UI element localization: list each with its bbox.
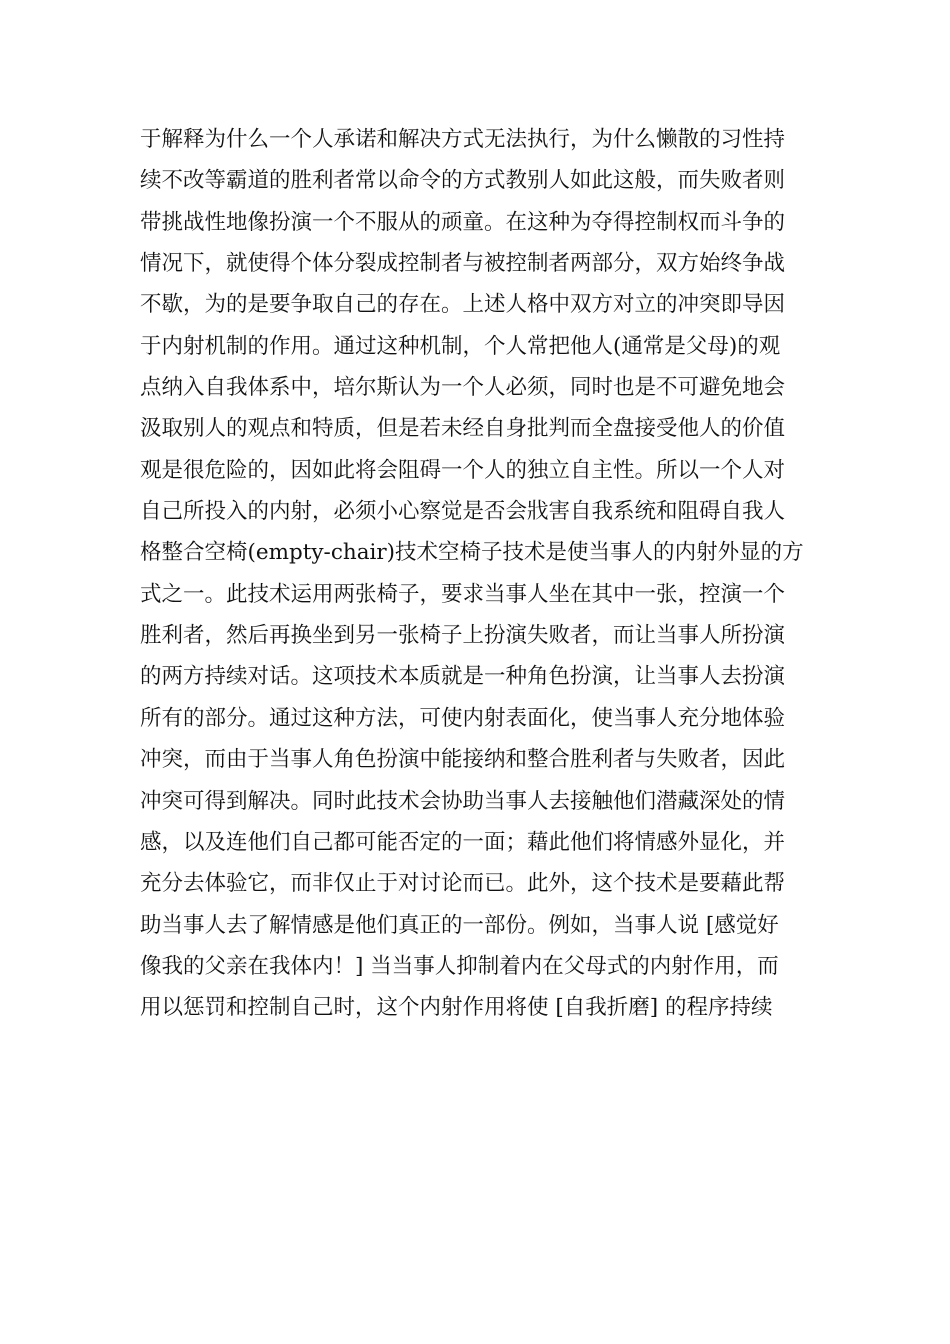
text-line: 助当事人去了解情感是他们真正的一部份。例如，当事人说 [感觉好 [140, 912, 779, 938]
text-line: 用以惩罚和控制自己时，这个内射作用将使 [自我折磨] 的程序持续 [140, 995, 773, 1021]
text-line: 冲突可得到解决。同时此技术会协助当事人去接触他们潜藏深处的情 [140, 788, 786, 814]
text-line: 于解释为什么一个人承诺和解决方式无法执行，为什么懒散的习性持 [140, 127, 786, 152]
text-line: 充分去体验它，而非仅止于对讨论而已。此外，这个技术是要藉此帮 [140, 871, 786, 897]
text-line: 带挑战性地像扮演一个不服从的顽童。在这种为夺得控制权而斗争的 [140, 209, 786, 235]
text-line: 式之一。此技术运用两张椅子，要求当事人坐在其中一张，控演一个 [140, 581, 786, 607]
text-line: 的两方持续对话。这项技术本质就是一种角色扮演，让当事人去扮演 [140, 664, 786, 690]
text-line: 格整合空椅(empty-chair)技术空椅子技术是使当事人的内射外显的方 [140, 540, 804, 566]
text-line: 续不改等霸道的胜利者常以命令的方式教别人如此这般，而失败者则 [140, 168, 786, 194]
text-line: 所有的部分。通过这种方法，可使内射表面化，使当事人充分地体验 [140, 705, 786, 731]
body-text [140, 119, 820, 1029]
text-line: 汲取别人的观点和特质，但是若未经自身批判而全盘接受他人的价值 [140, 416, 786, 442]
text-line: 胜利者，然后再换坐到另一张椅子上扮演失败者，而让当事人所扮演 [140, 623, 786, 649]
text-line: 像我的父亲在我体内！] 当当事人抑制着内在父母式的内射作用，而 [140, 953, 779, 979]
text-line: 点纳入自我体系中，培尔斯认为一个人必须，同时也是不可避免地会 [140, 375, 786, 401]
text-line: 不歇，为的是要争取自己的存在。上述人格中双方对立的冲突即导因 [140, 292, 786, 318]
text-line: 情况下，就使得个体分裂成控制者与被控制者两部分，双方始终争战 [140, 251, 786, 277]
text-line: 冲突，而由于当事人角色扮演中能接纳和整合胜利者与失败者，因此 [140, 747, 786, 773]
text-line: 于内射机制的作用。通过这种机制，个人常把他人(通常是父母)的观 [140, 333, 781, 359]
text-line: 观是很危险的，因如此将会阻碍一个人的独立自主性。所以一个人对 [140, 457, 786, 483]
text-line: 感，以及连他们自己都可能否定的一面；藉此他们将情感外显化，并 [140, 829, 786, 855]
text-line: 自己所投入的内射，必须小心察觉是否会戕害自我系统和阻碍自我人 [140, 499, 786, 525]
